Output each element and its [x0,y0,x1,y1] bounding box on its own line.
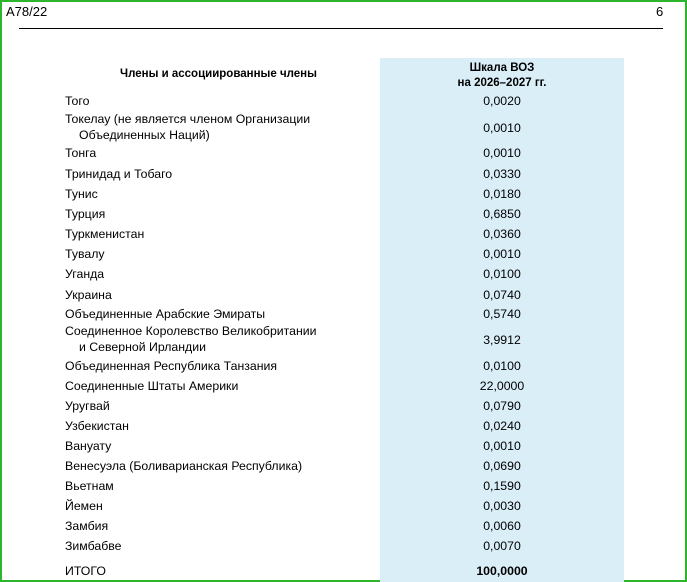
scale-value: 0,1590 [483,479,521,493]
scale-value: 0,5740 [483,307,521,321]
scale-value: 0,0790 [483,399,521,413]
member-name [65,398,335,414]
member-name-line1: Тунис [65,187,98,201]
member-name [65,458,335,474]
member-name [65,206,335,222]
scale-value: 0,0100 [483,267,521,281]
member-name-line1: Объединенная Республика Танзания [65,359,278,373]
scale-value: 0,0180 [483,187,521,201]
header-rule [19,28,663,29]
member-name [65,378,335,394]
member-name-line2: Объединенных Наций) [79,128,210,142]
column-header-members: Члены и ассоциированные члены [120,68,317,80]
scale-value: 0,0030 [483,499,521,513]
member-name [65,498,335,514]
member-name-line1: Уругвай [65,399,110,413]
member-name-line1: Уганда [65,267,105,281]
column-header-scale [380,61,624,91]
member-name [65,518,335,534]
scale-value: 0,0100 [483,359,521,373]
member-name [65,306,335,322]
scale-value: 0,0060 [483,519,521,533]
column-header-scale-line2: на 2026–2027 гг. [457,77,547,89]
member-name-line1: Объединенные Арабские Эмираты [65,307,266,321]
member-name [65,358,335,374]
member-name [65,111,335,143]
scale-value: 0,0010 [483,121,521,135]
scale-value: 3,9912 [483,333,521,347]
scale-value: 0,0070 [483,539,521,553]
column-header-scale-line1: Шкала ВОЗ [469,62,535,74]
member-name-line2: и Северной Ирландии [79,340,206,354]
scale-value: 0,0010 [483,439,521,453]
member-name-line1: Вануату [65,439,112,453]
member-name-line1: Йемен [65,499,103,513]
scale-value: 0,0690 [483,459,521,473]
member-name-line1: Украина [65,288,112,302]
scale-value: 0,0330 [483,167,521,181]
member-name-line1: Токелау (не является членом Организации [65,112,311,126]
member-name [65,186,335,202]
frame-top-border [0,0,687,2]
page-number: 6 [656,4,664,19]
member-name [65,418,335,434]
scale-value: 0,0740 [483,288,521,302]
scale-value: 0,0240 [483,419,521,433]
member-name-line1: Замбия [65,519,109,533]
member-name-line1: Венесуэла (Боливарианская Республика) [65,459,303,473]
total-label: ИТОГО [65,564,106,578]
member-name [65,323,335,355]
member-name-line1: Соединенное Королевство Великобритании [65,324,317,338]
member-name [65,287,335,303]
member-name [65,478,335,494]
member-name-line1: Туркменистан [65,227,145,241]
document-code: A78/22 [6,4,48,19]
scale-value: 0,0010 [483,247,521,261]
member-name [65,266,335,282]
member-name [65,166,335,182]
member-name-line1: Турция [65,207,106,221]
frame-left-border [0,0,2,582]
member-name-line1: Тувалу [65,247,105,261]
scale-value: 0,0020 [483,94,521,108]
member-name [65,538,335,554]
member-name [65,438,335,454]
member-name [65,93,335,109]
member-name-line1: Тринидад и Тобаго [65,167,173,181]
scale-value: 0,6850 [483,207,521,221]
member-name [65,226,335,242]
member-name-line1: Того [65,94,90,108]
member-name-line1: Зимбабве [65,539,122,553]
member-name [65,246,335,262]
member-name-line1: Вьетнам [65,479,114,493]
scale-value: 0,0360 [483,227,521,241]
scale-value: 22,0000 [479,379,525,393]
member-name-line1: Узбекистан [65,419,129,433]
total-value: 100,0000 [476,564,528,578]
member-name [65,145,335,161]
member-name-line1: Тонга [65,146,97,160]
member-name-line1: Соединенные Штаты Америки [65,379,239,393]
scale-value: 0,0010 [483,146,521,160]
